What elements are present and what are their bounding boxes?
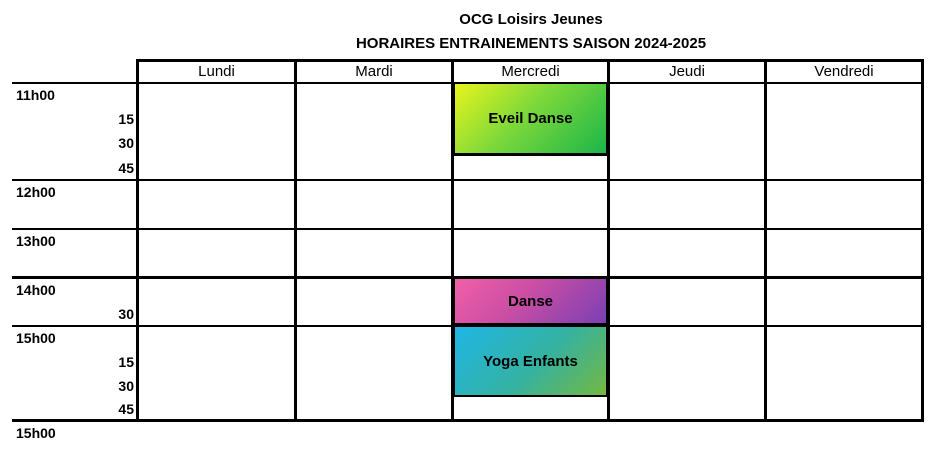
time-label-15h15: 15 (118, 354, 134, 370)
grid-line-13h (12, 228, 923, 230)
time-label-12h00: 12h00 (16, 184, 56, 200)
time-label-11h45: 45 (118, 160, 134, 176)
activity-danse (453, 277, 608, 325)
activity-label: Danse (507, 292, 554, 310)
grid-col-line-0 (136, 59, 139, 422)
time-label-11h15: 15 (118, 111, 134, 127)
day-header-lundi: Lundi (198, 63, 235, 80)
time-label-15h00: 15h00 (16, 330, 56, 346)
grid-col-line-4 (764, 59, 767, 422)
day-header-vendredi: Vendredi (814, 63, 874, 80)
activity-label: Yoga Enfants (483, 352, 578, 370)
day-header-mercredi: Mercredi (501, 63, 560, 80)
time-label-14h00: 14h00 (16, 282, 56, 298)
grid-line-12h (12, 179, 923, 181)
page-title: OCG Loisirs Jeunes (459, 11, 603, 28)
grid-bottom-border (12, 419, 923, 422)
time-label-14h30: 30 (118, 306, 134, 322)
time-label-13h00: 13h00 (16, 233, 56, 249)
page-subtitle: HORAIRES ENTRAINEMENTS SAISON 2024-2025 (355, 35, 707, 52)
time-label-11h00: 11h00 (16, 87, 55, 103)
time-label-15h30: 30 (118, 378, 134, 394)
activity-eveil-danse (453, 82, 608, 155)
time-label-15h00-end: 15h00 (16, 425, 56, 441)
time-label-11h30: 30 (118, 135, 134, 151)
activity-label: Eveil Danse (488, 110, 573, 127)
time-label-15h45: 45 (118, 401, 134, 417)
day-header-jeudi: Jeudi (669, 63, 705, 80)
grid-col-line-1 (294, 59, 297, 422)
day-header-mardi: Mardi (355, 63, 393, 80)
activity-yoga-enfants (453, 325, 608, 397)
grid-col-line-5 (921, 59, 924, 422)
